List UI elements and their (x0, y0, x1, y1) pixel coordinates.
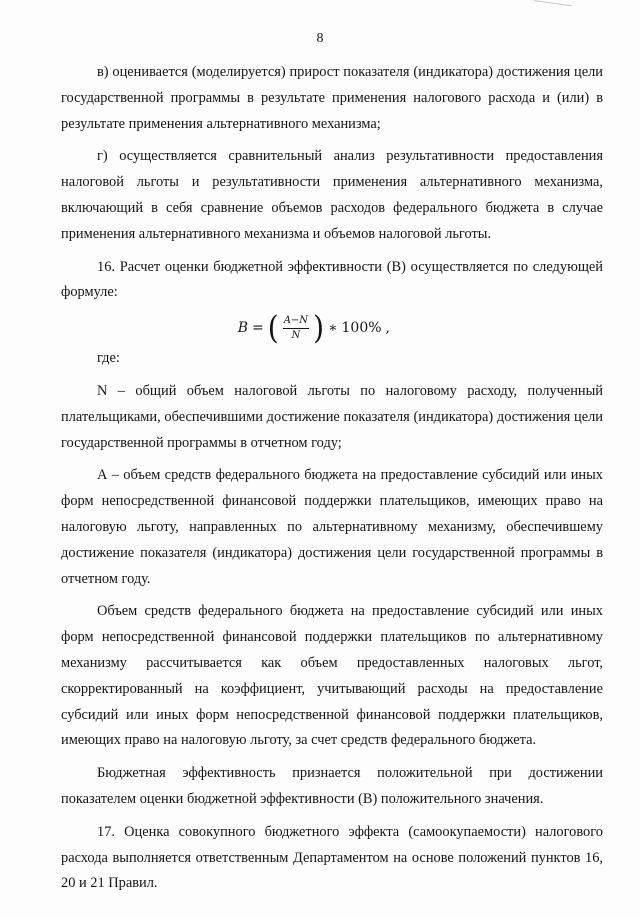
formula-numerator: A−N (283, 315, 309, 329)
formula-lhs: B (237, 320, 249, 337)
where-label: где: (97, 350, 120, 367)
paragraph-16: 16. Расчет оценки бюджетной эффективности (В) осуществляется по следующей формуле: (61, 258, 603, 301)
paragraph-a-definition: А – объем средств федерального бюджета на предоставление субсидий или иных форм непосредственной финансовой поддержки плательщиков, имеющих право на налоговую льготу, направленных по альтернативному механизму, обеспечившему достижение показателя (индикатора) достижения цели государственной программы в отчетном году. (61, 467, 603, 587)
formula-denominator: N (291, 329, 301, 341)
paragraph-n-definition: N – общий объем налоговой льготы по налоговому расходу, полученный плательщиками, обеспечившими достижение показателя (индикатора) достижения цели государственной программы в отчетном году; (61, 382, 603, 451)
paragraph-17: 17. Оценка совокупного бюджетного эффекта (самоокупаемости) налогового расхода выполняется ответственным Департаментом на основе положений пунктов 16, 20 и 21 Правил. (61, 823, 603, 892)
paragraph-v: в) оценивается (моделируется) прирост показателя (индикатора) достижения цели государственной программы в результате применения налогового расхода и (или) в результате применения альтернативного механизма; (61, 64, 603, 132)
document-body (61, 60, 603, 897)
paragraph-g: г) осуществляется сравнительный анализ результативности предоставления налоговой льготы и результативности применения альтернативного механизма, включающий в себя сравнение объемов расходов федерального бюджета в случае применения альтернативного механизма и объемов налоговой льготы. (61, 148, 603, 242)
formula-trailing-comma: , (385, 320, 390, 337)
paragraph-volume: Объем средств федерального бюджета на предоставление субсидий или иных форм непосредственной финансовой поддержки плательщиков по альтернативному механизму рассчитывается как объем предоставленных налоговых льгот, скорректированный на коэффициент, учитывающий расходы на предоставление субсидий или иных форм непосредственной финансовой поддержки плательщиков, имеющих право на налоговую льготу, за счет средств федерального бюджета. (61, 603, 603, 749)
formula-factor: 100% (341, 320, 382, 337)
formula-equals: = (252, 320, 264, 337)
page-number: 8 (316, 31, 324, 46)
formula-close-paren: ) (313, 308, 324, 347)
formula-multiply: ∗ (328, 320, 338, 337)
scan-corner-mark (532, 0, 571, 18)
formula-fraction (283, 315, 309, 342)
paragraph-positive: Бюджетная эффективность признается положительной при достижении показателем оценки бюджетной эффективности (В) положительного значения. (61, 765, 603, 807)
formula-open-paren: ( (267, 308, 279, 347)
efficiency-formula (61, 304, 603, 352)
